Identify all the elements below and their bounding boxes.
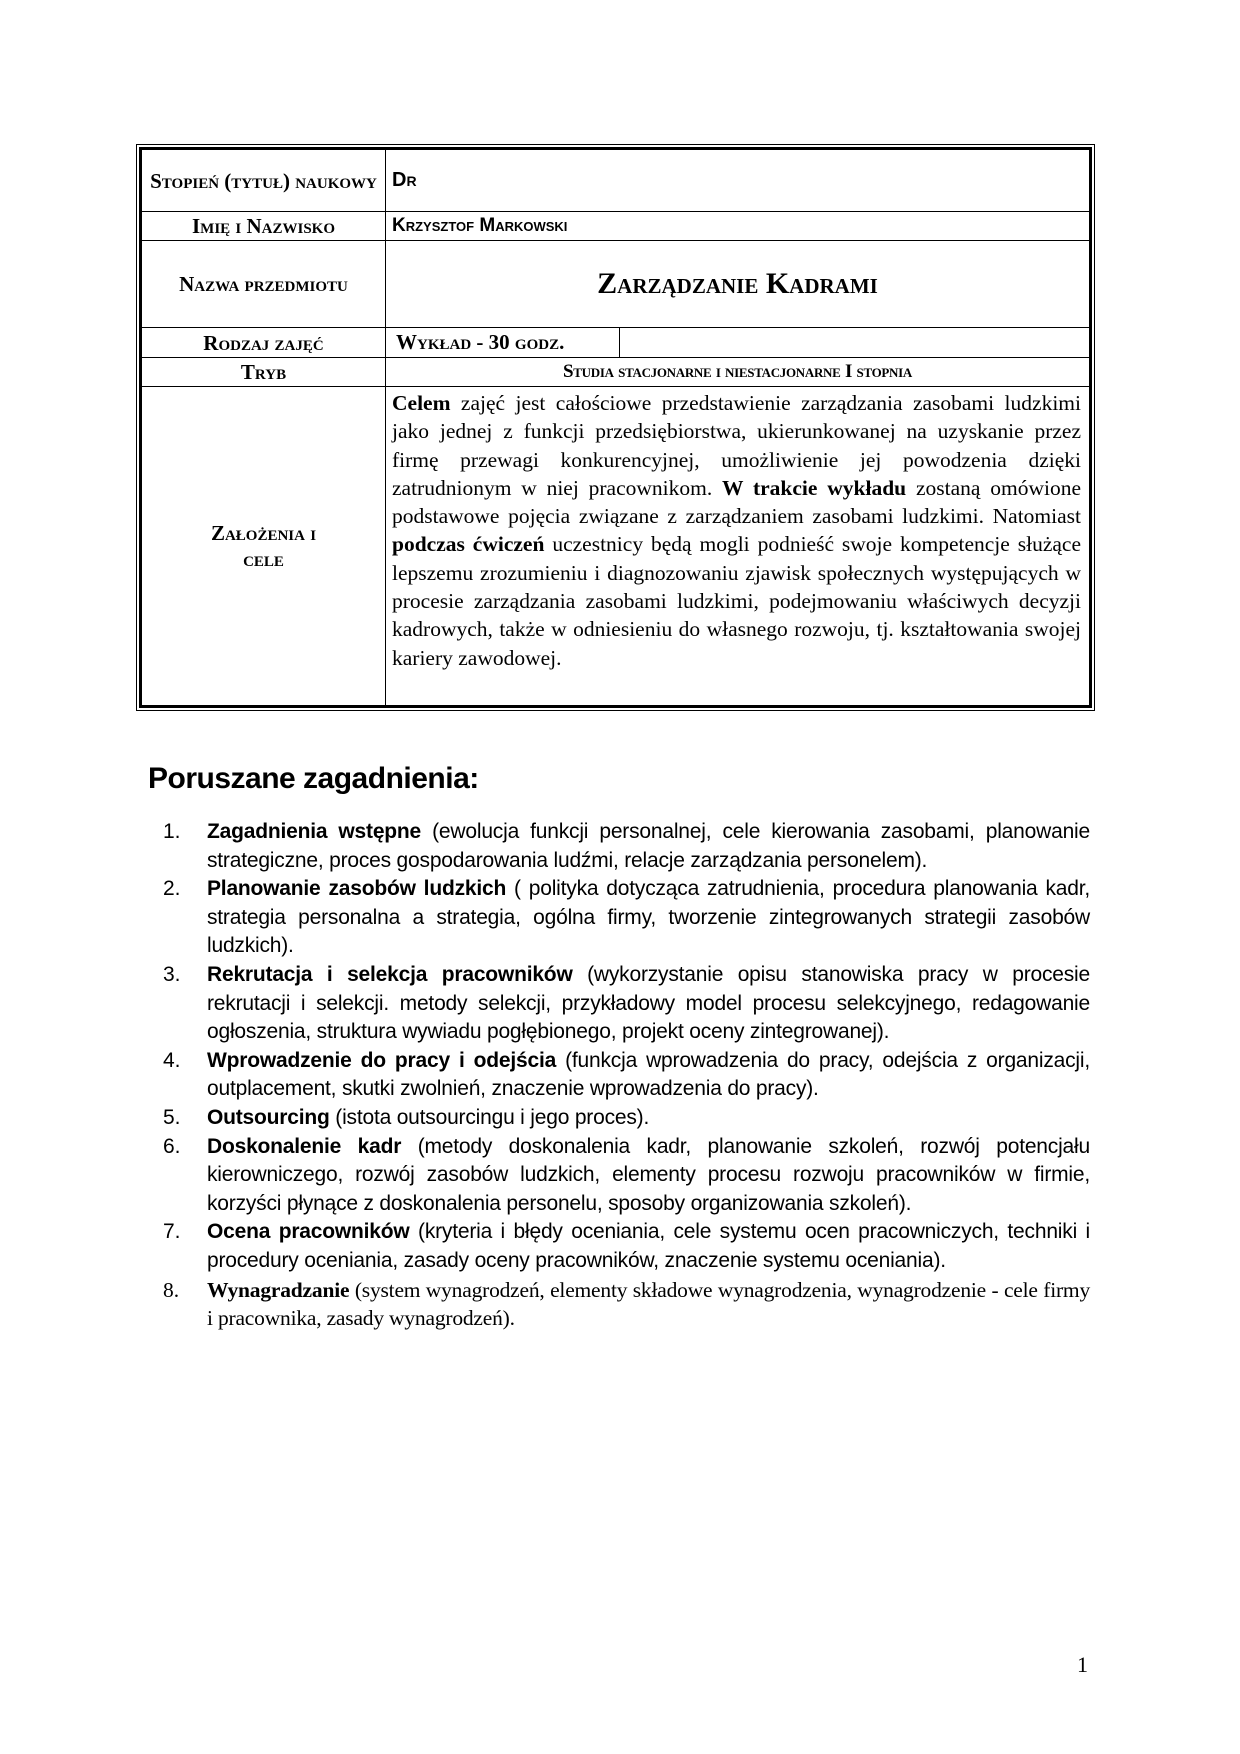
item-title: Outsourcing [207, 1105, 330, 1129]
table-row-subject [142, 241, 1089, 328]
list-item [163, 1104, 1093, 1133]
goals-text-2: zostaną omówione podstawowe pojęcia związane z zarządzaniem zasobami ludzkimi. Natomiast [392, 475, 1082, 529]
table-row-goals [142, 387, 1089, 705]
item-number: 8. [163, 1277, 180, 1302]
item-title: Zagadnienia wstępne [207, 820, 422, 843]
name-label: Imię i Nazwisko [142, 212, 386, 240]
goals-text-1: zajęć jest całościowe przedstawienie zarządzania zasobami ludzkimi jako jednej z funkcji przedsiębiorstwa, ukierunkowanej na uzyskanie przez firmę przewagi konkurencyjnej, umożliwienie jej powodzenia dzięki zatrudnionym w niej pracownikom. [392, 391, 1081, 500]
list-item [163, 1133, 1093, 1219]
item-text [207, 818, 1093, 875]
item-desc: (wykorzystanie opisu stanowiska pracy w procesie rekrutacji i selekcji. metody selekcji, przykładowy model procesu selekcyjnego, redagowanie ogłoszenia, struktura wywiadu pogłębionego, projekt oceny zintegrowanej). [207, 962, 1090, 1044]
item-desc: (ewolucja funkcji personalnej, cele kierowania zasobami, planowanie strategiczne, proces gospodarowania ludźmi, relacje zarządzania personelem). [207, 820, 1090, 872]
list-item [163, 875, 1093, 961]
item-title: Wprowadzenie do pracy i odejścia [207, 1048, 557, 1072]
degree-value: Dr [392, 169, 417, 191]
goals-bold-1: Celem [392, 391, 451, 415]
goals-bold-2: W trakcie wykładu [722, 475, 907, 500]
list-item [163, 1218, 1093, 1275]
item-title: Planowanie zasobów ludzkich [207, 877, 507, 901]
page-number: 1 [1077, 1652, 1088, 1677]
mode-label: Tryb [142, 358, 386, 386]
class-type-value-group [386, 328, 1089, 357]
item-number: 1. [163, 820, 181, 843]
list-item [163, 961, 1093, 1047]
item-number: 2. [163, 877, 181, 901]
item-title: Ocena pracowników [207, 1220, 410, 1244]
item-desc: (istota outsourcingu i jego proces). [329, 1105, 650, 1129]
item-number: 5. [163, 1105, 181, 1129]
subject-value: Zarządzanie Kadrami [597, 267, 878, 300]
class-type-value: Wykład - 30 godz. [386, 328, 620, 357]
section-heading: Poruszane zagadnienia: [148, 762, 479, 795]
item-desc: (funkcja wprowadzenia do pracy, odejścia z organizacji, outplacement, skutki zwolnień, znaczenie wprowadzenia do pracy). [207, 1048, 1090, 1101]
goals-text [386, 387, 1089, 705]
list-item [163, 1047, 1093, 1104]
table-row-name [142, 212, 1089, 241]
item-text [207, 961, 1093, 1047]
name-value: Krzysztof Markowski [392, 215, 568, 236]
item-desc: ( polityka dotycząca zatrudnienia, procedura planowania kadr, strategia personalna a strategia, ogólna firmy, tworzenie zintegrowanych strategii zasobów ludzkich). [207, 877, 1090, 958]
subject-label: Nazwa przedmiotu [142, 241, 386, 327]
goals-label: Założenia i cele [142, 387, 386, 705]
degree-label: Stopień (tytuł) naukowy [142, 150, 386, 211]
list-item [163, 1276, 1093, 1333]
item-text [207, 1133, 1093, 1219]
class-type-label: Rodzaj zajęć [142, 328, 386, 357]
mode-value: Studia stacjonarne i niestacjonarne I stopnia [563, 361, 912, 382]
table-row-mode [142, 358, 1089, 387]
item-number: 6. [163, 1134, 181, 1158]
item-text [207, 1047, 1093, 1104]
item-desc: (metody doskonalenia kadr, planowanie szkoleń, rozwój potencjału kierowniczego, rozwój zasobów ludzkich, elementy procesu rozwoju pracowników w firmie, korzyści płynące z doskonalenia personelu, sposoby organizowania szkoleń). [207, 1134, 1090, 1215]
table-row-degree [142, 150, 1089, 212]
item-number: 3. [163, 962, 181, 986]
item-text [207, 1276, 1093, 1333]
item-number: 7. [163, 1220, 181, 1244]
table-row-class-type [142, 328, 1089, 358]
item-desc: (kryteria i błędy oceniania, cele systemu ocen pracowniczych, techniki i procedury oceniania, zasady oceny pracowników, znaczenie systemu oceniania). [207, 1220, 1090, 1272]
topics-list [163, 818, 1093, 1333]
item-title: Doskonalenie kadr [207, 1134, 402, 1158]
item-text [207, 875, 1093, 961]
item-title: Wynagradzanie [207, 1277, 350, 1302]
goals-text-3: uczestnicy będą mogli podnieść swoje kompetencje służące lepszemu zrozumieniu i diagnozowaniu zjawisk społecznych występujących w procesie zarządzania zasobami ludzkimi, podejmowaniu właściwych decyzji kadrowych, także w odniesieniu do własnego rozwoju, tj. kształtowania swojej kariery zawodowej. [392, 532, 1081, 670]
item-title: Rekrutacja i selekcja pracowników [207, 962, 573, 986]
item-text [207, 1218, 1093, 1275]
course-info-table [139, 147, 1092, 708]
list-item [163, 818, 1093, 875]
goals-bold-3: podczas ćwiczeń [392, 532, 545, 557]
item-text [207, 1104, 1093, 1133]
item-desc: (system wynagrodzeń, elementy składowe wynagrodzenia, wynagrodzenie - cele firmy i pracownika, zasady wynagrodzeń). [207, 1277, 1090, 1331]
item-number: 4. [163, 1048, 181, 1072]
